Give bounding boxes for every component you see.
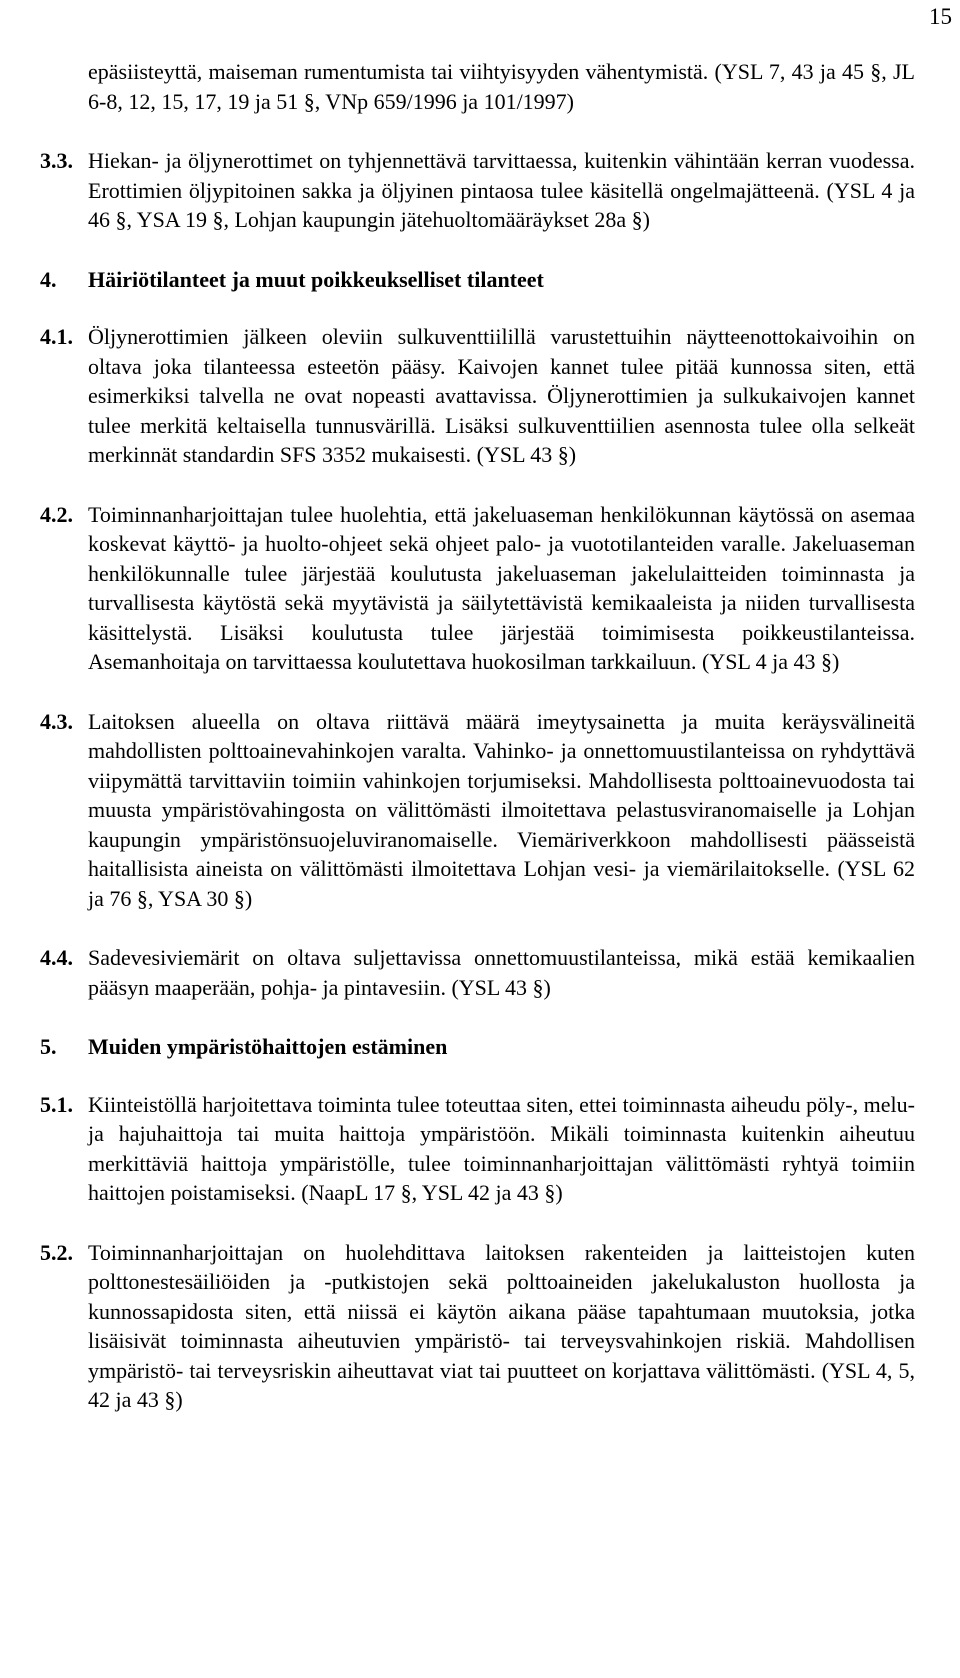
item-number: 4.4. bbox=[40, 945, 73, 970]
item-number: 4.1. bbox=[40, 324, 73, 349]
item-text: Toiminnanharjoittajan on huolehdittava laitoksen rakenteiden ja laitteistojen kuten polttonestesäiliöiden ja -putkistojen sekä polttoaineiden jakelukaluston huollosta ja kunnossapidosta siten, että niissä ei käytön aikana pääse tapahtumaan muutoksia, jotka lisäisivät toiminnasta aiheutuvien ympäristö- tai terveysvahinkojen riskiä. Mahdollisen ympäristö- tai terveysriskin aiheuttavat viat tai puutteet on korjattava välittömästi. (YSL 4, 5, 42 ja 43 §) bbox=[88, 1239, 915, 1412]
item-number: 5.2. bbox=[40, 1239, 73, 1265]
item-text: Kiinteistöllä harjoitettava toiminta tulee toteuttaa siten, ettei toiminnasta aiheudu pöly-, melu- ja hajuhaittoja tai muita haittoja ympäristöön. Mikäli toiminnasta kuitenkin aiheutuu merkittäviä haittoja ympäristölle, tulee toiminnanharjoittajan välittömästi ryhtyä toimiin haittojen poistamiseksi. (NaapL 17 §, YSL 42 ja 43 §) bbox=[88, 1091, 915, 1205]
item-text: Öljynerottimien jälkeen oleviin sulkuventtiilillä varustettuihin näytteenottokaivoihin on oltava joka tilanteessa esteetön pääsy. Kaivojen kannet tulee pitää kunnossa siten, että esimerkiksi talvella ne ovat nopeasti avattavissa. Öljynerottimien ja sulkukaivojen kannet tulee merkitä keltaisella tunnusvärillä. Lisäksi sulkuventtiilien asennosta tulee olla selkeät merkinnät standardin SFS 3352 mukaisesti. (YSL 43 §) bbox=[88, 324, 915, 467]
intro-paragraph: epäsiisteyttä, maiseman rumentumista tai viihtyisyyden vähentymistä. (YSL 7, 43 ja 45 §, JL 6-8, 12, 15, 17, 19 ja 51 §, VNp 659/1996 ja 101/1997) bbox=[88, 59, 915, 114]
item-4-2 bbox=[40, 500, 915, 677]
section-title: Muiden ympäristöhaittojen estäminen bbox=[88, 1034, 448, 1059]
item-number: 4.2. bbox=[40, 501, 73, 527]
section-title: Häiriötilanteet ja muut poikkeukselliset tilanteet bbox=[88, 266, 544, 292]
page-number: 15 bbox=[929, 4, 952, 29]
item-text: Toiminnanharjoittajan tulee huolehtia, että jakeluaseman henkilökunnan käytössä on asemaa koskevat käyttö- ja huolto-ohjeet sekä ohjeet palo- ja vuototilanteiden varalle. Jakeluaseman henkilökunnalle tulee järjestää koulutusta jakeluaseman jakelulaitteiden toiminnasta ja turvallisesta käytöstä sekä myytävistä ja säilytettävistä kemikaaleista ja niiden turvallisesta käsittelystä. Lisäksi koulutusta tulee järjestää toimimisesta poikkeustilanteissa. Asemanhoitaja on tarvittaessa koulutettava huokosilman tarkkailuun. (YSL 4 ja 43 §) bbox=[88, 501, 915, 674]
item-number: 4.3. bbox=[40, 708, 73, 734]
section-5-heading bbox=[40, 1032, 915, 1062]
item-5-2 bbox=[40, 1238, 915, 1415]
item-3-3 bbox=[40, 146, 915, 235]
item-text: Sadevesiviemärit on oltava suljettavissa onnettomuustilanteissa, mikä estää kemikaalien pääsyn maaperään, pohja- ja pintavesiin. (YSL 43 §) bbox=[88, 945, 915, 1000]
section-4-heading bbox=[40, 265, 915, 295]
item-4-3 bbox=[40, 707, 915, 914]
item-text: Hiekan- ja öljynerottimet on tyhjennettävä tarvittaessa, kuitenkin vähintään kerran vuodessa. Erottimien öljypitoinen sakka ja öljyinen pintaosa tulee käsitellä ongelmajätteenä. (YSL 4 ja 46 §, YSA 19 §, Lohjan kaupungin jätehuoltomääräykset 28a §) bbox=[88, 148, 915, 232]
item-4-4 bbox=[40, 943, 915, 1002]
item-number: 3.3. bbox=[40, 148, 73, 173]
item-text: Laitoksen alueella on oltava riittävä määrä imeytysainetta ja muita keräysvälineitä mahdollisten polttoainevahinkojen varalta. Vahinko- ja onnettomuustilanteissa on ryhdyttävä viipymättä tarvittaviin toimiin vahinkojen torjumiseksi. Mahdollisesta polttoainevuodosta tai muusta ympäristövahingosta on välittömästi ilmoitettava pelastusviranomaiselle ja Lohjan kaupungin ympäristönsuojeluviranomaiselle. Viemäriverkkoon mahdollisesti päässeistä haitallisista aineista on välittömästi ilmoitettava Lohjan vesi- ja viemärilaitokselle. (YSL 62 ja 76 §, YSA 30 §) bbox=[88, 708, 915, 911]
item-5-1 bbox=[40, 1090, 915, 1208]
section-number: 4. bbox=[40, 266, 57, 292]
document-body bbox=[40, 57, 915, 1415]
item-4-1 bbox=[40, 322, 915, 470]
section-number: 5. bbox=[40, 1034, 57, 1059]
item-number: 5.1. bbox=[40, 1091, 73, 1117]
